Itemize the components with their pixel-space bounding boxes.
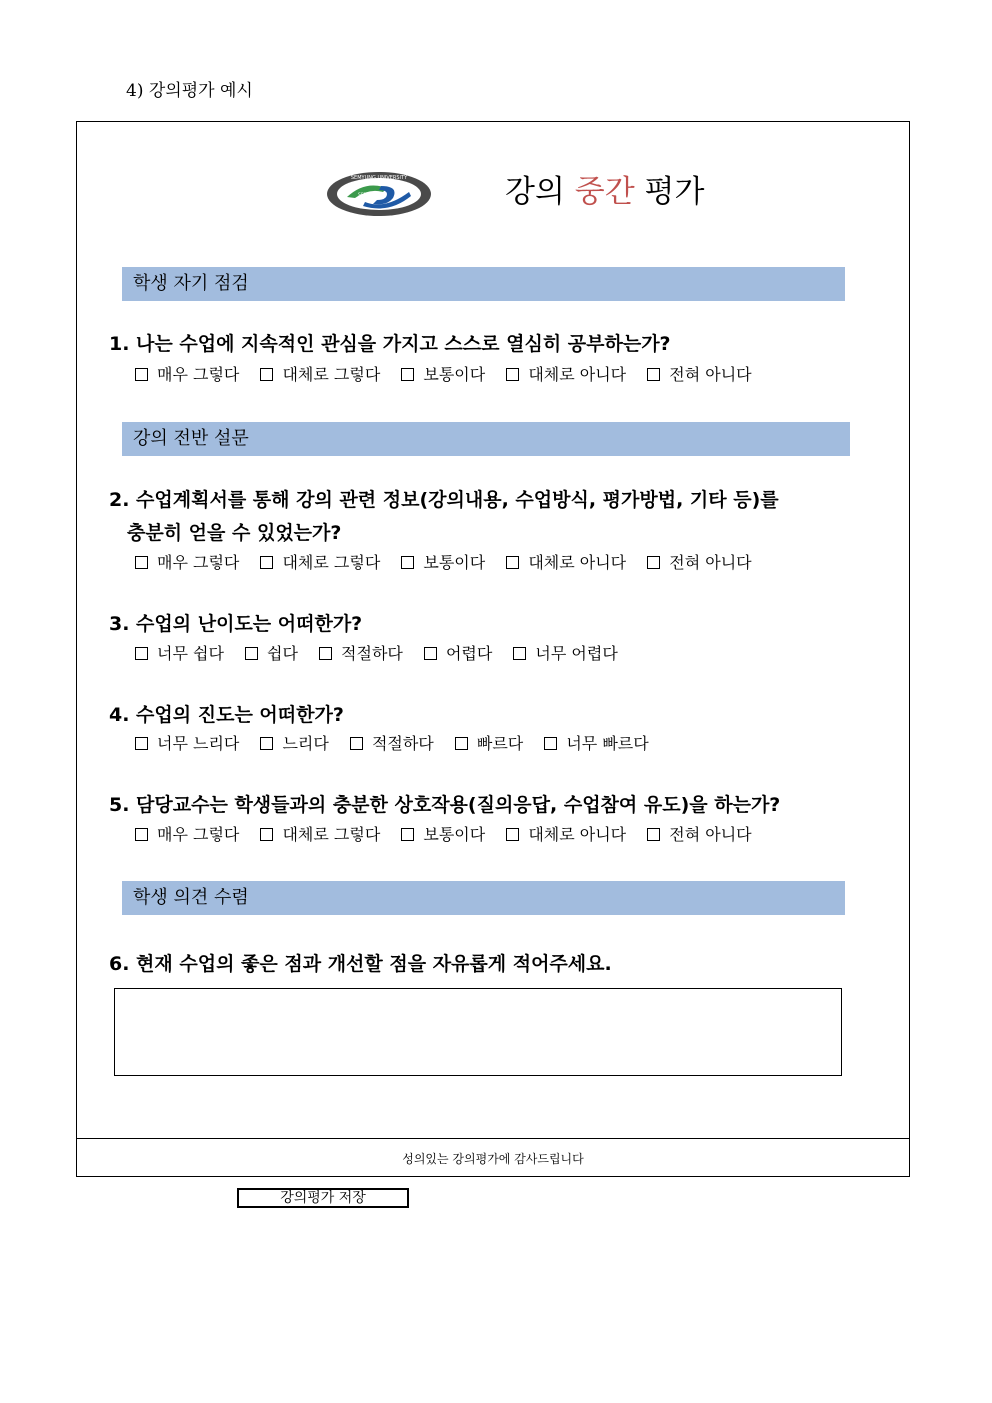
logo-inner-text: SEMYUNG [358,193,381,198]
checkbox-icon[interactable] [260,368,273,381]
checkbox-icon[interactable] [350,737,363,750]
opinion-textarea[interactable] [114,988,842,1076]
checkbox-icon[interactable] [260,556,273,569]
checkbox-icon[interactable] [506,368,519,381]
page-title [505,166,704,211]
q4-option-3[interactable]: 적절하다 [350,734,434,753]
checkbox-icon[interactable] [647,368,660,381]
evaluation-form [76,121,910,1177]
question-1-options [135,362,768,385]
q5-option-2[interactable]: 대체로 그렇다 [260,825,380,844]
checkbox-icon[interactable] [513,647,526,660]
checkbox-icon[interactable] [135,368,148,381]
q4-option-5[interactable]: 너무 빠르다 [544,734,648,753]
checkbox-icon[interactable] [135,556,148,569]
section-general-survey: 강의 전반 설문 [122,422,850,456]
q1-option-1[interactable]: 매우 그렇다 [135,365,239,384]
q3-option-4[interactable]: 어렵다 [424,644,492,663]
q1-option-4[interactable]: 대체로 아니다 [506,365,626,384]
question-6: 6. 현재 수업의 좋은 점과 개선할 점을 자유롭게 적어주세요. [109,953,612,975]
q3-option-1[interactable]: 너무 쉽다 [135,644,224,663]
checkbox-icon[interactable] [506,828,519,841]
section-opinion: 학생 의견 수렴 [122,881,845,915]
q5-option-3[interactable]: 보통이다 [401,825,485,844]
q3-option-2[interactable]: 쉽다 [245,644,298,663]
question-3-options [135,641,634,664]
university-seal-icon [325,170,433,218]
checkbox-icon[interactable] [319,647,332,660]
question-2-line-2: 충분히 얻을 수 있었는가? [127,522,342,544]
save-evaluation-button[interactable]: 강의평가 저장 [237,1188,409,1208]
question-4-options [135,731,665,754]
q1-option-3[interactable]: 보통이다 [401,365,485,384]
checkbox-icon[interactable] [506,556,519,569]
page-caption: 4) 강의평가 예시 [126,81,253,101]
q1-option-5[interactable]: 전혀 아니다 [647,365,751,384]
question-3: 3. 수업의 난이도는 어떠한가? [109,613,363,635]
question-1: 1. 나는 수업에 지속적인 관심을 가지고 스스로 열심히 공부하는가? [109,333,671,355]
title-accent: 중간 [574,174,635,210]
title-part-2: 평가 [634,174,705,210]
q4-option-1[interactable]: 너무 느리다 [135,734,239,753]
checkbox-icon[interactable] [260,828,273,841]
question-5-options [135,822,768,845]
footer-thanks: 성의있는 강의평가에 감사드립니다 [77,1138,909,1177]
checkbox-icon[interactable] [424,647,437,660]
q2-option-1[interactable]: 매우 그렇다 [135,553,239,572]
checkbox-icon[interactable] [135,828,148,841]
q2-option-3[interactable]: 보통이다 [401,553,485,572]
checkbox-icon[interactable] [647,556,660,569]
checkbox-icon[interactable] [544,737,557,750]
q2-option-4[interactable]: 대체로 아니다 [506,553,626,572]
checkbox-icon[interactable] [647,828,660,841]
checkbox-icon[interactable] [135,647,148,660]
q3-option-3[interactable]: 적절하다 [319,644,403,663]
q5-option-1[interactable]: 매우 그렇다 [135,825,239,844]
section-self-check: 학생 자기 점검 [122,267,845,301]
checkbox-icon[interactable] [245,647,258,660]
question-2: 2. 수업계획서를 통해 강의 관련 정보(강의내용, 수업방식, 평가방법, 기타 등)를 [109,489,779,511]
checkbox-icon[interactable] [401,368,414,381]
q5-option-4[interactable]: 대체로 아니다 [506,825,626,844]
q2-option-5[interactable]: 전혀 아니다 [647,553,751,572]
checkbox-icon[interactable] [401,828,414,841]
q5-option-5[interactable]: 전혀 아니다 [647,825,751,844]
title-part-1: 강의 [505,174,575,210]
checkbox-icon[interactable] [455,737,468,750]
logo-ring-text: SEMYUNG UNIVERSITY [350,175,408,181]
q4-option-4[interactable]: 빠르다 [455,734,523,753]
checkbox-icon[interactable] [135,737,148,750]
question-2-options [135,550,768,573]
q2-option-2[interactable]: 대체로 그렇다 [260,553,380,572]
q4-option-2[interactable]: 느리다 [260,734,328,753]
checkbox-icon[interactable] [260,737,273,750]
question-4: 4. 수업의 진도는 어떠한가? [109,704,344,726]
q1-option-2[interactable]: 대체로 그렇다 [260,365,380,384]
checkbox-icon[interactable] [401,556,414,569]
q3-option-5[interactable]: 너무 어렵다 [513,644,617,663]
question-5: 5. 담당교수는 학생들과의 충분한 상호작용(질의응답, 수업참여 유도)을 하는가? [109,794,781,816]
